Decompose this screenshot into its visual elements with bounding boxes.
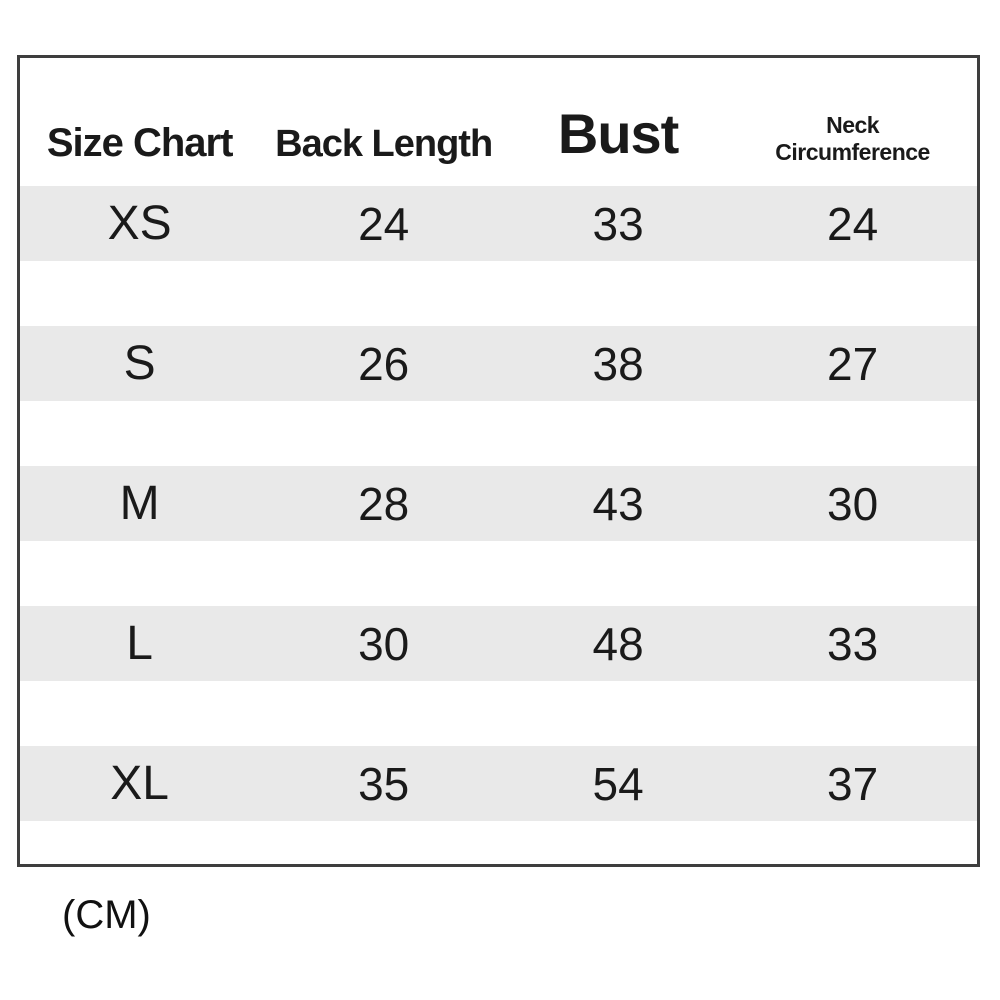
- table-row-m: [20, 466, 977, 541]
- back-length-value: 35: [358, 757, 410, 810]
- bust-value: 33: [592, 197, 644, 250]
- size-label: S: [123, 337, 156, 390]
- table-row-l: [20, 606, 977, 681]
- size-label: XS: [107, 197, 172, 250]
- neck-value: 30: [826, 477, 879, 530]
- header-neck-line2: Circumference: [775, 138, 930, 165]
- table-row-s: [20, 326, 977, 401]
- table-row-xl: [20, 746, 977, 821]
- back-length-value: 28: [358, 477, 410, 530]
- bust-value: 54: [592, 757, 644, 810]
- size-chart-table: [17, 55, 980, 867]
- neck-value: 27: [826, 337, 879, 390]
- table-row-xs: [20, 186, 977, 261]
- back-length-value: 30: [358, 617, 410, 670]
- table-header-row: [20, 58, 977, 186]
- header-size-chart: Size Chart: [46, 121, 233, 165]
- size-label: M: [119, 477, 160, 530]
- bust-value: 38: [592, 337, 644, 390]
- unit-note: (CM): [62, 893, 151, 937]
- header-bust: Bust: [557, 102, 679, 165]
- bust-value: 43: [592, 477, 644, 530]
- size-label: L: [126, 617, 153, 670]
- neck-value: 24: [826, 197, 879, 250]
- header-back-length: Back Length: [275, 123, 493, 165]
- neck-value: 37: [826, 757, 879, 810]
- size-label: XL: [110, 757, 169, 810]
- header-neck-circumference: [728, 112, 977, 166]
- back-length-value: 24: [358, 197, 410, 250]
- bust-value: 48: [592, 617, 644, 670]
- back-length-value: 26: [358, 337, 410, 390]
- neck-value: 33: [826, 617, 879, 670]
- header-neck-line1: Neck: [826, 111, 880, 138]
